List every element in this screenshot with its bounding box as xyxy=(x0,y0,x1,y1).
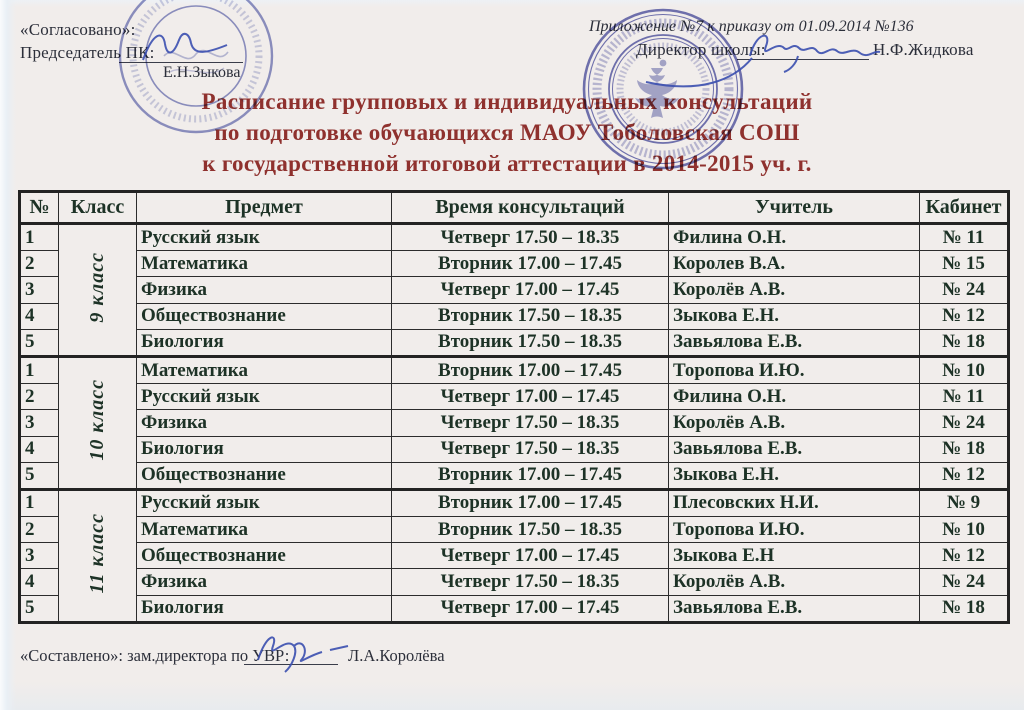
table-row xyxy=(20,384,1009,410)
time-cell: Вторник 17.50 – 18.35 xyxy=(392,303,669,329)
teacher-cell: Зыкова Е.Н. xyxy=(669,462,920,489)
subject-cell: Обществознание xyxy=(137,462,392,489)
composed-signature-line xyxy=(244,663,338,665)
table-row xyxy=(20,543,1009,569)
room-cell: № 18 xyxy=(920,436,1009,462)
subject-cell: Русский язык xyxy=(137,224,392,251)
table-row xyxy=(20,462,1009,489)
subject-cell: Математика xyxy=(137,251,392,277)
row-number-cell: 3 xyxy=(20,410,59,436)
composed-label: «Составлено»: зам.директора по УВР: xyxy=(20,646,290,665)
header-number: № xyxy=(20,192,59,224)
teacher-cell: Королёв А.В. xyxy=(669,569,920,595)
row-number-cell: 2 xyxy=(20,384,59,410)
table-row xyxy=(20,489,1009,516)
time-cell: Четверг 17.50 – 18.35 xyxy=(392,569,669,595)
table-row xyxy=(20,329,1009,356)
row-number-cell: 2 xyxy=(20,517,59,543)
teacher-cell: Зыкова Е.Н. xyxy=(669,303,920,329)
director-name: Н.Ф.Жидкова xyxy=(873,40,974,59)
table-row xyxy=(20,251,1009,277)
subject-cell: Физика xyxy=(137,410,392,436)
row-number-cell: 2 xyxy=(20,251,59,277)
room-cell: № 18 xyxy=(920,329,1009,356)
class-group-label: 11 класс xyxy=(86,512,108,594)
subject-cell: Биология xyxy=(137,595,392,622)
header-subject: Предмет xyxy=(137,192,392,224)
time-cell: Четверг 17.00 – 17.45 xyxy=(392,384,669,410)
subject-cell: Математика xyxy=(137,517,392,543)
header-time: Время консультаций xyxy=(392,192,669,224)
teacher-cell: Завьялова Е.В. xyxy=(669,436,920,462)
row-number-cell: 5 xyxy=(20,462,59,489)
room-cell: № 24 xyxy=(920,569,1009,595)
room-cell: № 10 xyxy=(920,517,1009,543)
row-number-cell: 5 xyxy=(20,595,59,622)
row-number-cell: 4 xyxy=(20,303,59,329)
row-number-cell: 3 xyxy=(20,277,59,303)
room-cell: № 10 xyxy=(920,356,1009,383)
subject-cell: Русский язык xyxy=(137,489,392,516)
teacher-cell: Королев В.А. xyxy=(669,251,920,277)
schedule-table xyxy=(18,190,1010,624)
room-cell: № 11 xyxy=(920,224,1009,251)
table-row xyxy=(20,303,1009,329)
header-teacher: Учитель xyxy=(669,192,920,224)
teacher-cell: Зыкова Е.Н xyxy=(669,543,920,569)
director-label: Директор школы: xyxy=(636,40,766,59)
annex-line: Приложение №7 к приказу от 01.09.2014 №136 xyxy=(589,18,914,35)
room-cell: № 11 xyxy=(920,384,1009,410)
teacher-cell: Плесовских Н.И. xyxy=(669,489,920,516)
subject-cell: Обществознание xyxy=(137,303,392,329)
table-row xyxy=(20,410,1009,436)
approved-name: Е.Н.Зыкова xyxy=(163,64,241,81)
subject-cell: Обществознание xyxy=(137,543,392,569)
time-cell: Четверг 17.00 – 17.45 xyxy=(392,277,669,303)
title-line-1: Расписание групповых и индивидуальных консультаций xyxy=(201,89,813,114)
time-cell: Вторник 17.50 – 18.35 xyxy=(392,517,669,543)
table-row xyxy=(20,224,1009,251)
approved-label: «Согласовано»: xyxy=(20,20,136,39)
title-line-3: к государственной итоговой аттестации в 2014-2015 уч. г. xyxy=(202,151,812,176)
time-cell: Вторник 17.00 – 17.45 xyxy=(392,251,669,277)
time-cell: Вторник 17.00 – 17.45 xyxy=(392,462,669,489)
document-title xyxy=(0,86,1014,179)
row-number-cell: 4 xyxy=(20,569,59,595)
director-signature-line xyxy=(737,58,869,60)
subject-cell: Математика xyxy=(137,356,392,383)
approved-signature-line xyxy=(119,61,243,63)
teacher-cell: Королёв А.В. xyxy=(669,277,920,303)
teacher-cell: Филина О.Н. xyxy=(669,224,920,251)
time-cell: Четверг 17.50 – 18.35 xyxy=(392,436,669,462)
teacher-cell: Филина О.Н. xyxy=(669,384,920,410)
table-header-row xyxy=(20,192,1009,224)
row-number-cell: 5 xyxy=(20,329,59,356)
table-row xyxy=(20,569,1009,595)
table-row xyxy=(20,356,1009,383)
room-cell: № 12 xyxy=(920,543,1009,569)
teacher-cell: Завьялова Е.В. xyxy=(669,595,920,622)
subject-cell: Физика xyxy=(137,569,392,595)
room-cell: № 24 xyxy=(920,277,1009,303)
time-cell: Четверг 17.50 – 18.35 xyxy=(392,410,669,436)
room-cell: № 9 xyxy=(920,489,1009,516)
subject-cell: Физика xyxy=(137,277,392,303)
room-cell: № 18 xyxy=(920,595,1009,622)
room-cell: № 12 xyxy=(920,462,1009,489)
subject-cell: Русский язык xyxy=(137,384,392,410)
title-line-2: по подготовке обучающихся МАОУ Тоболовская СОШ xyxy=(214,120,800,145)
teacher-cell: Завьялова Е.В. xyxy=(669,329,920,356)
time-cell: Четверг 17.00 – 17.45 xyxy=(392,595,669,622)
class-group-label: 9 класс xyxy=(86,251,108,323)
subject-cell: Биология xyxy=(137,329,392,356)
teacher-cell: Королёв А.В. xyxy=(669,410,920,436)
time-cell: Четверг 17.50 – 18.35 xyxy=(392,224,669,251)
class-group-cell xyxy=(59,489,137,622)
teacher-cell: Торопова И.Ю. xyxy=(669,517,920,543)
row-number-cell: 3 xyxy=(20,543,59,569)
composed-name: Л.А.Королёва xyxy=(348,646,445,665)
table-row xyxy=(20,595,1009,622)
class-group-cell xyxy=(59,356,137,489)
header-room: Кабинет xyxy=(920,192,1009,224)
table-row xyxy=(20,517,1009,543)
header-class: Класс xyxy=(59,192,137,224)
class-group-label: 10 класс xyxy=(86,379,108,461)
teacher-cell: Торопова И.Ю. xyxy=(669,356,920,383)
row-number-cell: 1 xyxy=(20,224,59,251)
room-cell: № 24 xyxy=(920,410,1009,436)
subject-cell: Биология xyxy=(137,436,392,462)
table-row xyxy=(20,277,1009,303)
room-cell: № 12 xyxy=(920,303,1009,329)
time-cell: Вторник 17.50 – 18.35 xyxy=(392,329,669,356)
time-cell: Вторник 17.00 – 17.45 xyxy=(392,489,669,516)
time-cell: Вторник 17.00 – 17.45 xyxy=(392,356,669,383)
row-number-cell: 4 xyxy=(20,436,59,462)
row-number-cell: 1 xyxy=(20,356,59,383)
row-number-cell: 1 xyxy=(20,489,59,516)
table-row xyxy=(20,436,1009,462)
class-group-cell xyxy=(59,224,137,357)
time-cell: Четверг 17.00 – 17.45 xyxy=(392,543,669,569)
approved-role-label: Председатель ПК: xyxy=(20,43,155,62)
room-cell: № 15 xyxy=(920,251,1009,277)
